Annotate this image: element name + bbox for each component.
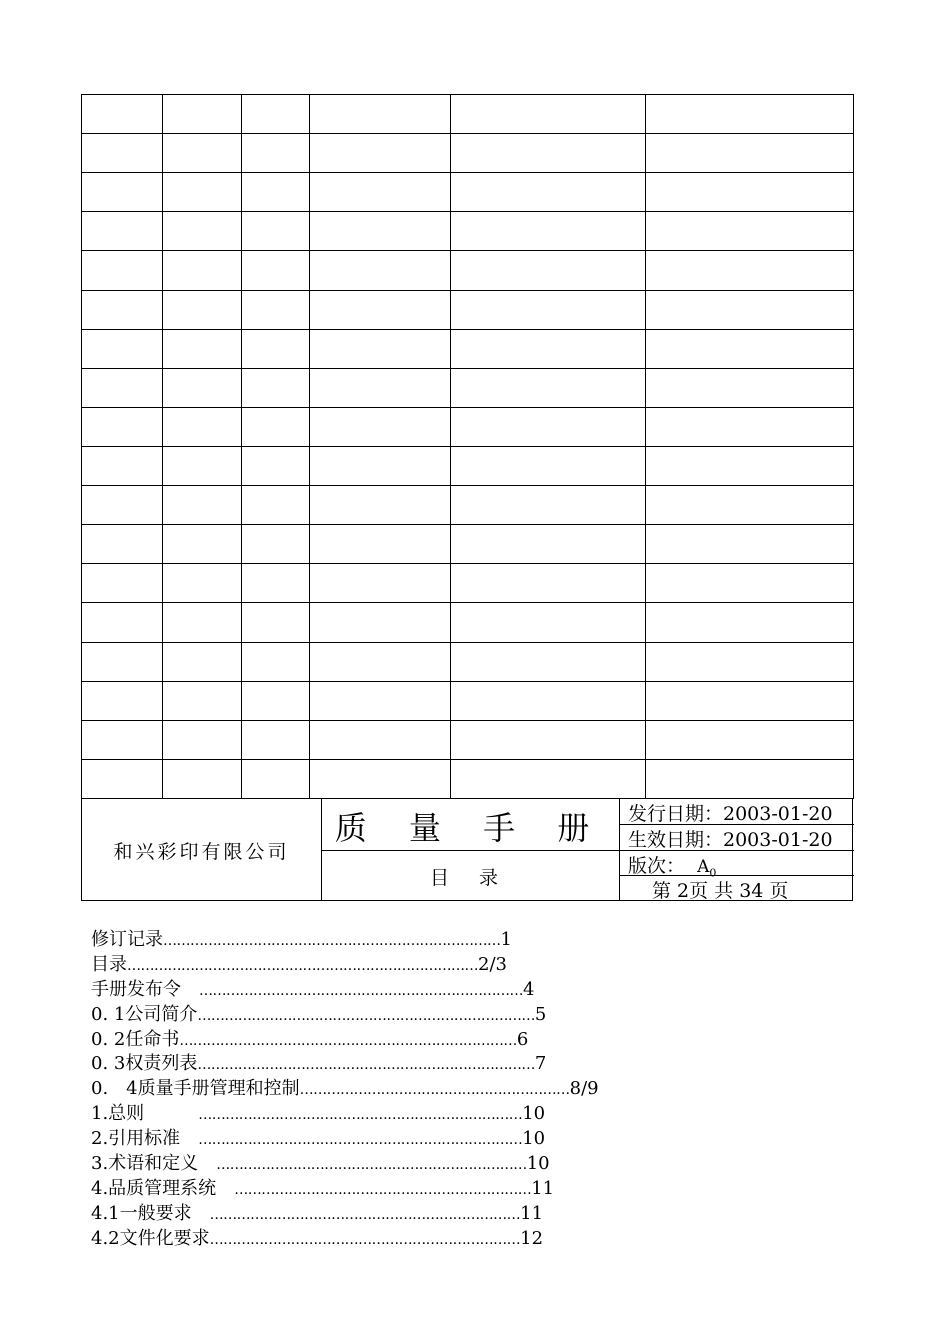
grid-cell bbox=[82, 290, 163, 329]
grid-cell bbox=[451, 446, 646, 485]
grid-cell bbox=[242, 368, 310, 407]
toc-entry-dots: …………………………………………………………………… bbox=[127, 957, 478, 974]
grid-cell bbox=[163, 407, 242, 446]
grid-cell bbox=[163, 329, 242, 368]
grid-cell bbox=[646, 329, 854, 368]
grid-cell bbox=[242, 407, 310, 446]
grid-cell bbox=[310, 173, 451, 212]
grid-cell bbox=[646, 720, 854, 759]
grid-cell bbox=[163, 212, 242, 251]
grid-cell bbox=[82, 446, 163, 485]
grid-row bbox=[82, 564, 854, 603]
grid-cell bbox=[242, 564, 310, 603]
toc-entry bbox=[91, 1077, 811, 1102]
grid-cell bbox=[82, 407, 163, 446]
toc-entry-page: 10 bbox=[522, 1103, 546, 1125]
grid-cell bbox=[82, 329, 163, 368]
grid-cell bbox=[163, 446, 242, 485]
grid-cell bbox=[163, 134, 242, 173]
grid-cell bbox=[646, 564, 854, 603]
grid-cell bbox=[310, 368, 451, 407]
grid-cell bbox=[82, 486, 163, 525]
manual-title: 质 量 手 册 bbox=[334, 809, 606, 847]
document-header bbox=[81, 798, 853, 901]
toc-entry bbox=[91, 1003, 811, 1028]
grid-cell bbox=[310, 251, 451, 290]
grid-cell bbox=[82, 759, 163, 798]
grid-cell bbox=[646, 368, 854, 407]
grid-cell bbox=[451, 564, 646, 603]
grid-row bbox=[82, 407, 854, 446]
table-of-contents bbox=[91, 928, 811, 1252]
grid-cell bbox=[646, 759, 854, 798]
grid-row bbox=[82, 95, 854, 134]
grid-cell bbox=[242, 603, 310, 642]
toc-entry-label: 4.1一般要求 bbox=[91, 1202, 210, 1224]
grid-cell bbox=[163, 603, 242, 642]
grid-cell bbox=[82, 251, 163, 290]
grid-cell bbox=[242, 759, 310, 798]
grid-cell bbox=[82, 720, 163, 759]
toc-entry-label: 1.总则 bbox=[91, 1103, 199, 1125]
grid-cell bbox=[310, 642, 451, 681]
grid-cell bbox=[310, 720, 451, 759]
grid-cell bbox=[163, 290, 242, 329]
grid-cell bbox=[242, 486, 310, 525]
toc-entry-label: 0. 2任命书 bbox=[91, 1028, 180, 1050]
grid-cell bbox=[646, 681, 854, 720]
grid-cell bbox=[646, 407, 854, 446]
grid-cell bbox=[451, 212, 646, 251]
grid-row bbox=[82, 603, 854, 642]
grid-cell bbox=[646, 486, 854, 525]
toc-entry-page: 8/9 bbox=[569, 1078, 599, 1100]
grid-cell bbox=[242, 329, 310, 368]
grid-cell bbox=[82, 681, 163, 720]
page-info: 第 2页 共 34 页 bbox=[652, 880, 789, 902]
toc-entry-dots: ……………………………………………………………… bbox=[198, 1132, 523, 1149]
version-label: 版次： bbox=[628, 855, 686, 877]
grid-cell bbox=[310, 759, 451, 798]
grid-cell bbox=[451, 329, 646, 368]
toc-entry-dots: ………………………………………………………………… bbox=[197, 1007, 535, 1024]
grid-cell bbox=[451, 407, 646, 446]
grid-cell bbox=[163, 564, 242, 603]
grid-cell bbox=[451, 251, 646, 290]
grid-cell bbox=[451, 173, 646, 212]
grid-row bbox=[82, 134, 854, 173]
toc-entry-page: 10 bbox=[526, 1153, 550, 1175]
toc-entry-dots: ……………………………………………………………… bbox=[199, 982, 523, 999]
toc-entry-label: 0. 1公司简介 bbox=[91, 1003, 198, 1025]
grid-cell bbox=[451, 290, 646, 329]
grid-cell bbox=[646, 173, 854, 212]
grid-row bbox=[82, 290, 854, 329]
grid-cell bbox=[646, 603, 854, 642]
grid-cell bbox=[163, 251, 242, 290]
toc-entry bbox=[91, 1052, 811, 1077]
toc-entry bbox=[91, 953, 811, 978]
grid-row bbox=[82, 251, 854, 290]
toc-entry-page: 1 bbox=[500, 929, 512, 950]
grid-row bbox=[82, 329, 854, 368]
grid-cell bbox=[310, 681, 451, 720]
grid-cell bbox=[451, 759, 646, 798]
toc-entry-page: 4 bbox=[523, 978, 535, 1000]
toc-entry-dots: …………………………………………………………… bbox=[209, 1231, 521, 1248]
toc-entry-label: 4.2文件化要求 bbox=[91, 1227, 210, 1249]
toc-entry bbox=[91, 1177, 811, 1202]
grid-cell bbox=[646, 212, 854, 251]
toc-entry-dots: ………………………………………………………………… bbox=[197, 1057, 535, 1074]
grid-cell bbox=[163, 681, 242, 720]
grid-row bbox=[82, 720, 854, 759]
grid-cell bbox=[82, 95, 163, 134]
grid-row bbox=[82, 642, 854, 681]
toc-entry bbox=[91, 1202, 811, 1227]
grid-cell bbox=[451, 525, 646, 564]
toc-entry-dots: ………………………………………………………………… bbox=[179, 1032, 517, 1049]
grid-cell bbox=[451, 603, 646, 642]
section-title: 目 录 bbox=[429, 867, 511, 889]
grid-cell bbox=[82, 603, 163, 642]
grid-cell bbox=[646, 642, 854, 681]
toc-entry-page: 11 bbox=[531, 1177, 555, 1199]
toc-entry bbox=[91, 1127, 811, 1152]
grid-cell bbox=[242, 446, 310, 485]
toc-entry-label: 目录 bbox=[91, 953, 127, 975]
toc-entry-page: 12 bbox=[520, 1227, 544, 1249]
grid-cell bbox=[310, 525, 451, 564]
grid-cell bbox=[451, 486, 646, 525]
grid-cell bbox=[242, 525, 310, 564]
toc-entry-page: 11 bbox=[520, 1202, 544, 1224]
toc-entry-label: 4.品质管理系统 bbox=[91, 1177, 235, 1199]
toc-entry-page: 6 bbox=[516, 1028, 529, 1050]
company-name: 和兴彩印有限公司 bbox=[113, 841, 290, 863]
toc-entry bbox=[91, 978, 811, 1003]
grid-cell bbox=[646, 95, 854, 134]
grid-cell bbox=[242, 642, 310, 681]
grid-row bbox=[82, 368, 854, 407]
toc-entry-label: 3.术语和定义 bbox=[91, 1153, 217, 1175]
version-value: $A_0$ bbox=[697, 857, 717, 880]
grid-cell bbox=[310, 486, 451, 525]
grid-cell bbox=[242, 212, 310, 251]
grid-row bbox=[82, 525, 854, 564]
grid-cell bbox=[310, 290, 451, 329]
toc-entry-dots: …………………………………………………………… bbox=[216, 1157, 527, 1174]
grid-cell bbox=[82, 564, 163, 603]
grid-cell bbox=[163, 95, 242, 134]
toc-entry-dots: ……………………………………………………………… bbox=[198, 1107, 523, 1124]
grid-cell bbox=[310, 329, 451, 368]
grid-cell bbox=[310, 95, 451, 134]
grid-cell bbox=[310, 446, 451, 485]
grid-cell bbox=[646, 134, 854, 173]
toc-entry-dots: ………………………………………………………………… bbox=[163, 933, 501, 949]
grid-cell bbox=[82, 173, 163, 212]
grid-cell bbox=[82, 134, 163, 173]
toc-entry-dots: ………………………………………………………… bbox=[234, 1181, 532, 1198]
grid-cell bbox=[242, 134, 310, 173]
grid-cell bbox=[242, 95, 310, 134]
effective-date: 生效日期：2003-01-20 bbox=[628, 829, 833, 851]
grid-cell bbox=[646, 525, 854, 564]
grid-cell bbox=[242, 173, 310, 212]
grid-cell bbox=[646, 251, 854, 290]
grid-cell bbox=[163, 720, 242, 759]
toc-entry-label: 0. 3权责列表 bbox=[91, 1053, 198, 1075]
revision-record-grid bbox=[81, 94, 854, 799]
toc-entry-label: 0. 4质量手册管理和控制 bbox=[91, 1078, 300, 1100]
toc-entry-label: 2.引用标准 bbox=[91, 1128, 199, 1150]
toc-entry-dots: …………………………………………………… bbox=[299, 1082, 570, 1099]
toc-entry bbox=[91, 1028, 811, 1053]
grid-cell bbox=[163, 525, 242, 564]
toc-entry-page: 7 bbox=[534, 1053, 547, 1075]
grid-cell bbox=[163, 759, 242, 798]
grid-cell bbox=[242, 720, 310, 759]
toc-entry-label: 修订记录 bbox=[91, 929, 163, 950]
grid-cell bbox=[646, 446, 854, 485]
grid-cell bbox=[646, 290, 854, 329]
grid-cell bbox=[163, 642, 242, 681]
grid-cell bbox=[451, 642, 646, 681]
grid-cell bbox=[82, 368, 163, 407]
grid-cell bbox=[310, 564, 451, 603]
grid-cell bbox=[163, 173, 242, 212]
grid-cell bbox=[451, 720, 646, 759]
toc-entry-dots: …………………………………………………………… bbox=[209, 1206, 521, 1223]
grid-cell bbox=[163, 368, 242, 407]
grid-cell bbox=[310, 134, 451, 173]
grid-cell bbox=[310, 603, 451, 642]
grid-cell bbox=[242, 251, 310, 290]
grid-row bbox=[82, 486, 854, 525]
toc-entry bbox=[91, 1152, 811, 1177]
grid-cell bbox=[451, 681, 646, 720]
grid-cell bbox=[242, 290, 310, 329]
grid-cell bbox=[451, 95, 646, 134]
toc-entry bbox=[91, 928, 811, 953]
toc-entry bbox=[91, 1227, 811, 1252]
grid-cell bbox=[310, 407, 451, 446]
grid-cell bbox=[82, 525, 163, 564]
toc-entry bbox=[91, 1102, 811, 1127]
grid-row bbox=[82, 212, 854, 251]
toc-entry-page: 5 bbox=[534, 1003, 547, 1025]
issue-date: 发行日期：2003-01-20 bbox=[628, 803, 833, 825]
toc-entry-page: 10 bbox=[522, 1128, 546, 1150]
grid-row bbox=[82, 681, 854, 720]
grid-cell bbox=[82, 642, 163, 681]
grid-cell bbox=[242, 681, 310, 720]
grid-cell bbox=[451, 134, 646, 173]
grid-cell bbox=[82, 212, 163, 251]
grid-cell bbox=[451, 368, 646, 407]
toc-entry-page: 2/3 bbox=[478, 953, 507, 975]
toc-entry-label: 手册发布令 bbox=[91, 978, 199, 1000]
grid-cell bbox=[163, 486, 242, 525]
grid-row bbox=[82, 759, 854, 798]
grid-row bbox=[82, 173, 854, 212]
grid-cell bbox=[310, 212, 451, 251]
grid-row bbox=[82, 446, 854, 485]
